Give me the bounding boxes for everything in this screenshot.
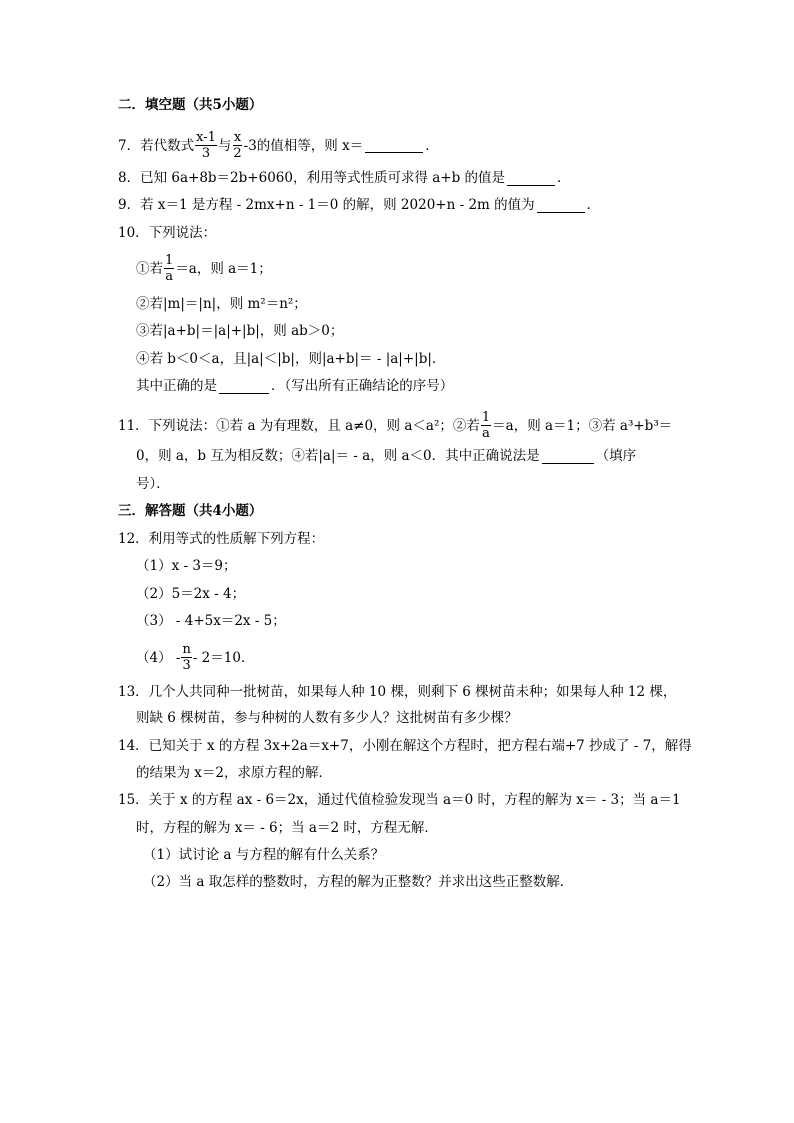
q7-text-post: -3的值相等，则 x＝ <box>243 137 364 154</box>
q15-part-2: （2）当 a 取怎样的整数时，方程的解为正整数？并求出这些正整数解． <box>143 874 574 890</box>
q12-part-2: （2）5＝2x - 4； <box>136 586 246 602</box>
q10-s1-pre: ①若 <box>136 260 163 277</box>
q11-fraction <box>481 410 491 441</box>
q10-s1-fraction <box>164 253 174 284</box>
q8-end: ． <box>557 170 571 186</box>
q11-denominator: a <box>482 426 490 441</box>
question-7 <box>118 130 439 161</box>
q7-number: 7． <box>118 137 141 154</box>
q7-answer-blank[interactable] <box>365 138 423 153</box>
q7-text-mid: 与 <box>217 137 232 154</box>
q11-l2-post: （填序 <box>595 448 637 464</box>
question-15-line-1: 15．关于 x 的方程 ax - 6＝2x，通过代值检验发现当 a＝0 时，方程的解为 x＝ - 3；当 a＝1 <box>118 792 681 808</box>
question-9 <box>118 195 600 215</box>
q15-part-1: （1）试讨论 a 与方程的解有什么关系？ <box>143 847 385 863</box>
q10-s1-post: ＝a，则 a＝1； <box>175 260 272 277</box>
q10-statement-2: ②若|m|＝|n|，则 m²＝n²； <box>136 296 307 312</box>
q12-p4-numerator: n <box>182 642 191 657</box>
question-13-line-1: 13．几个人共同种一批树苗，如果每人种 10 棵，则剩下 6 棵树苗未种；如果每人种 12 棵， <box>118 684 677 700</box>
q10-answer-pre: 其中正确的是 <box>136 378 217 394</box>
q7-fraction-2-numerator: x <box>233 130 242 145</box>
q7-fraction-2-denominator: 2 <box>233 146 242 161</box>
question-10-intro: 10．下列说法： <box>118 225 217 241</box>
question-14-line-1: 14．已知关于 x 的方程 3x+2a＝x+7，小刚在解这个方程时，把方程右端+7 抄成了 - 7，解得 <box>118 738 692 754</box>
q8-answer-blank[interactable] <box>507 171 555 186</box>
question-15-line-2: 时，方程的解为 x＝ - 6；当 a＝2 时，方程无解． <box>136 820 438 836</box>
q12-part-4 <box>136 642 254 673</box>
q11-answer-blank[interactable] <box>542 449 594 464</box>
q10-s1-denominator: a <box>165 269 174 284</box>
q11-numerator: 1 <box>481 410 491 425</box>
q7-fraction-1 <box>195 130 217 161</box>
question-12-intro: 12．利用等式的性质解下列方程： <box>118 531 325 547</box>
q7-fraction-1-numerator: x-1 <box>196 130 216 145</box>
question-11-line-1 <box>118 410 672 441</box>
q8-text: 8．已知 6a+8b＝2b+6060，利用等式性质可求得 a+b 的值是 <box>118 170 506 186</box>
q7-text-pre: 若代数式 <box>140 137 195 154</box>
q10-statement-1 <box>136 253 272 284</box>
q11-l2-pre: 0，则 a，b 互为相反数；④若|a|＝ - a，则 a＜0．其中正确说法是 <box>136 448 540 464</box>
q12-p4-denominator: 3 <box>182 658 191 673</box>
q12-part-3: （3） - 4+5x＝2x - 5； <box>136 613 286 629</box>
q12-p4-pre: （4） - <box>136 649 181 666</box>
q9-end: ． <box>586 197 601 213</box>
question-11-line-3: 号）． <box>136 476 170 492</box>
q10-answer-post: ．（写出所有正确结论的序号） <box>271 378 454 394</box>
q11-l1-pre: 11．下列说法：①若 a 为有理数，且 a≠0，则 a＜a²；②若 <box>118 417 480 434</box>
question-13-line-2: 则缺 6 棵树苗，参与种树的人数有多少人？这批树苗有多少棵？ <box>136 710 518 726</box>
q7-fraction-1-denominator: 3 <box>201 146 211 161</box>
q10-s1-numerator: 1 <box>165 253 174 268</box>
q10-statement-4: ④若 b＜0＜a，且|a|＜|b|，则|a+b|＝ - |a|+|b|． <box>136 351 446 367</box>
question-8 <box>118 168 571 188</box>
q7-fraction-2 <box>232 130 242 161</box>
q9-text: 9．若 x＝1 是方程 - 2mx+n - 1＝0 的解，则 2020+n - 2m 的值为 <box>118 197 535 213</box>
q10-answer-line <box>136 376 453 396</box>
q9-answer-blank[interactable] <box>537 198 585 213</box>
section-3-title: 三．解答题（共4小题） <box>118 503 263 519</box>
q7-end: ． <box>425 137 439 154</box>
q10-statement-3: ③若|a+b|＝|a|+|b|，则 ab＞0； <box>136 323 344 339</box>
q10-answer-blank[interactable] <box>219 379 269 394</box>
q12-part-1: （1）x - 3＝9； <box>136 558 237 574</box>
q11-l1-post: ＝a，则 a＝1；③若 a³+b³＝ <box>492 417 673 434</box>
q12-p4-post: - 2＝10． <box>192 649 255 666</box>
question-11-line-2 <box>136 446 636 466</box>
question-14-line-2: 的结果为 x＝2，求原方程的解． <box>136 765 332 781</box>
section-2-title: 二．填空题（共5小题） <box>118 97 263 113</box>
q12-p4-fraction <box>181 642 191 673</box>
